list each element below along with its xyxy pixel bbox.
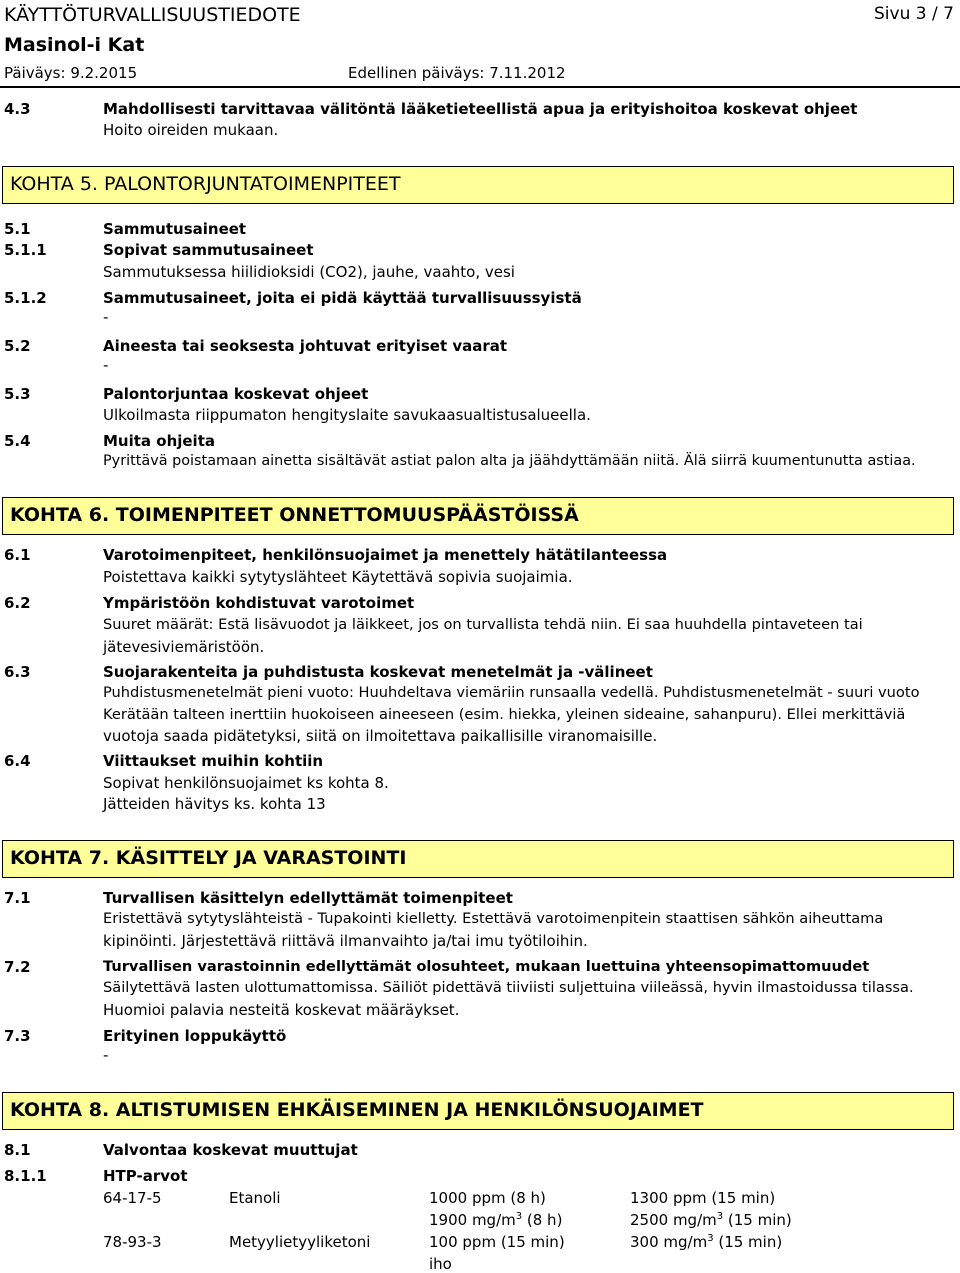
subsection-number: 8.1.1 [4, 1167, 47, 1185]
section-6-header [2, 497, 954, 535]
subsection-number: 5.1 [4, 220, 31, 238]
htp-value-15min: 100 ppm (15 min) [429, 1233, 565, 1251]
page-number: Sivu 3 / 7 [874, 4, 954, 24]
subsection-text: Ulkoilmasta riippumaton hengityslaite savukaasualtistusalueella. [103, 406, 591, 424]
subsection-heading: Valvontaa koskevat muuttujat [103, 1141, 358, 1159]
subsection-number: 6.4 [4, 752, 31, 770]
subsection-text: Sopivat henkilönsuojaimet ks kohta 8. [103, 774, 389, 792]
subsection-number: 7.2 [4, 958, 31, 976]
subsection-number: 5.3 [4, 385, 31, 403]
section-8-title: KOHTA 8. ALTISTUMISEN EHKÄISEMINEN JA HENKILÖNSUOJAIMET [10, 1099, 704, 1121]
subsection-number: 6.1 [4, 546, 31, 564]
subsection-heading: Turvallisen varastoinnin edellyttämät olosuhteet, mukaan luettuina yhteensopimattomuudet [103, 958, 870, 975]
document-title: KÄYTTÖTURVALLISUUSTIEDOTE [4, 4, 301, 26]
subsection-text: Suuret määrät: Estä lisävuodot ja läikkeet, jos on turvallista tehdä niin. Ei saa huuhdella pintaveteen tai [103, 616, 863, 633]
subsection-text: - [103, 1046, 109, 1064]
subsection-text: - [103, 356, 109, 374]
htp-substance-name: Metyylietyyliketoni [229, 1233, 371, 1251]
htp-value-15min-mg: 2500 $mg/m^3$ (15 min) [630, 1211, 792, 1229]
htp-substance-name: Etanoli [229, 1189, 281, 1207]
subsection-text: kipinöinti. Järjestettävä riittävä ilmanvaihto ja/tai imu työtiloihin. [103, 932, 588, 950]
htp-cas-number: 78-93-3 [103, 1233, 162, 1251]
previous-date: Edellinen päiväys: 7.11.2012 [348, 64, 566, 82]
subsection-text: - [103, 308, 109, 326]
section-8-header [2, 1092, 954, 1130]
subsection-heading: Ympäristöön kohdistuvat varotoimet [103, 594, 415, 612]
subsection-text: Kerätään talteen inerttiin huokoiseen aineeseen (esim. hiekka, yleinen sideaine, sahanpuru). Ellei merkittäviä [103, 706, 906, 723]
section-7-title: KOHTA 7. KÄSITTELY JA VARASTOINTI [10, 847, 407, 869]
subsection-text: Puhdistusmenetelmät pieni vuoto: Huuhdeltava viemäriin runsaalla vedellä. Puhdistusmenetelmät - suuri vuoto [103, 684, 920, 701]
subsection-text: vuotoja saada pidätetyksi, siitä on ilmoitettava paikallisille viranomaisille. [103, 727, 658, 745]
subsection-heading: Sammutusaineet, joita ei pidä käyttää turvallisuussyistä [103, 289, 582, 307]
subsection-heading: Turvallisen käsittelyn edellyttämät toimenpiteet [103, 889, 513, 907]
product-name: Masinol-i Kat [4, 34, 145, 56]
subsection-number: 5.1.1 [4, 241, 47, 259]
subsection-text: Pyrittävä poistamaan ainetta sisältävät astiat palon alta ja jäähdyttämään niitä. Älä siirrä kuumentunutta astiaa. [103, 453, 916, 469]
subsection-text: Hoito oireiden mukaan. [103, 121, 279, 139]
header-divider [0, 86, 960, 88]
subsection-number: 5.2 [4, 337, 31, 355]
section-5-header [2, 166, 954, 204]
subsection-heading: Aineesta tai seoksesta johtuvat erityiset vaarat [103, 337, 508, 355]
subsection-text: Huomioi palavia nesteitä koskevat määräykset. [103, 1001, 460, 1019]
section-7-header [2, 840, 954, 878]
subsection-number: 4.3 [4, 100, 31, 118]
subsection-heading: Muita ohjeita [103, 432, 215, 450]
subsection-number: 5.4 [4, 432, 31, 450]
subsection-heading: HTP-arvot [103, 1167, 188, 1185]
subsection-text: Eristettävä sytytyslähteistä - Tupakointi kielletty. Estettävä varotoimenpitein staattisen sähkön aiheuttama [103, 910, 884, 927]
subsection-heading: Sammutusaineet [103, 220, 247, 238]
htp-value-8h-mg: 1900 $mg/m^3$ (8 h) [429, 1211, 563, 1229]
subsection-text: Säilytettävä lasten ulottumattomissa. Säiliöt pidettävä tiiviisti suljettuina viileässä, hyvin ilmastoidussa tilassa. [103, 979, 914, 996]
htp-value-15min-mg: 300 $mg/m^3$ (15 min) [630, 1233, 783, 1251]
subsection-text: Poistettava kaikki sytytyslähteet Käytettävä sopivia suojaimia. [103, 568, 573, 586]
issue-date: Päiväys: 9.2.2015 [4, 64, 138, 82]
section-5-title: KOHTA 5. PALONTORJUNTATOIMENPITEET [10, 173, 401, 195]
subsection-number: 6.2 [4, 594, 31, 612]
subsection-heading: Mahdollisesti tarvittavaa välitöntä lääketieteellistä apua ja erityishoitoa koskevat ohjeet [103, 100, 858, 118]
section-6-title: KOHTA 6. TOIMENPITEET ONNETTOMUUSPÄÄSTÖISSÄ [10, 504, 579, 526]
htp-cas-number: 64-17-5 [103, 1189, 162, 1207]
subsection-heading: Sopivat sammutusaineet [103, 241, 314, 259]
subsection-number: 7.1 [4, 889, 31, 907]
subsection-number: 6.3 [4, 663, 31, 681]
htp-value-15min: 1300 ppm (15 min) [630, 1189, 776, 1207]
htp-value-8h: 1000 ppm (8 h) [429, 1189, 546, 1207]
subsection-heading: Viittaukset muihin kohtiin [103, 752, 324, 770]
subsection-heading: Erityinen loppukäyttö [103, 1027, 287, 1045]
subsection-heading: Palontorjuntaa koskevat ohjeet [103, 385, 369, 403]
subsection-number: 5.1.2 [4, 289, 47, 307]
subsection-number: 7.3 [4, 1027, 31, 1045]
subsection-text: Sammutuksessa hiilidioksidi (CO2), jauhe, vaahto, vesi [103, 263, 515, 281]
subsection-number: 8.1 [4, 1141, 31, 1159]
subsection-heading: Varotoimenpiteet, henkilönsuojaimet ja menettely hätätilanteessa [103, 546, 668, 564]
subsection-text: Jätteiden hävitys ks. kohta 13 [103, 795, 326, 813]
subsection-heading: Suojarakenteita ja puhdistusta koskevat menetelmät ja -välineet [103, 663, 653, 681]
htp-skin-note: iho [429, 1255, 452, 1273]
subsection-text: jätevesiviemäristöön. [103, 638, 265, 656]
